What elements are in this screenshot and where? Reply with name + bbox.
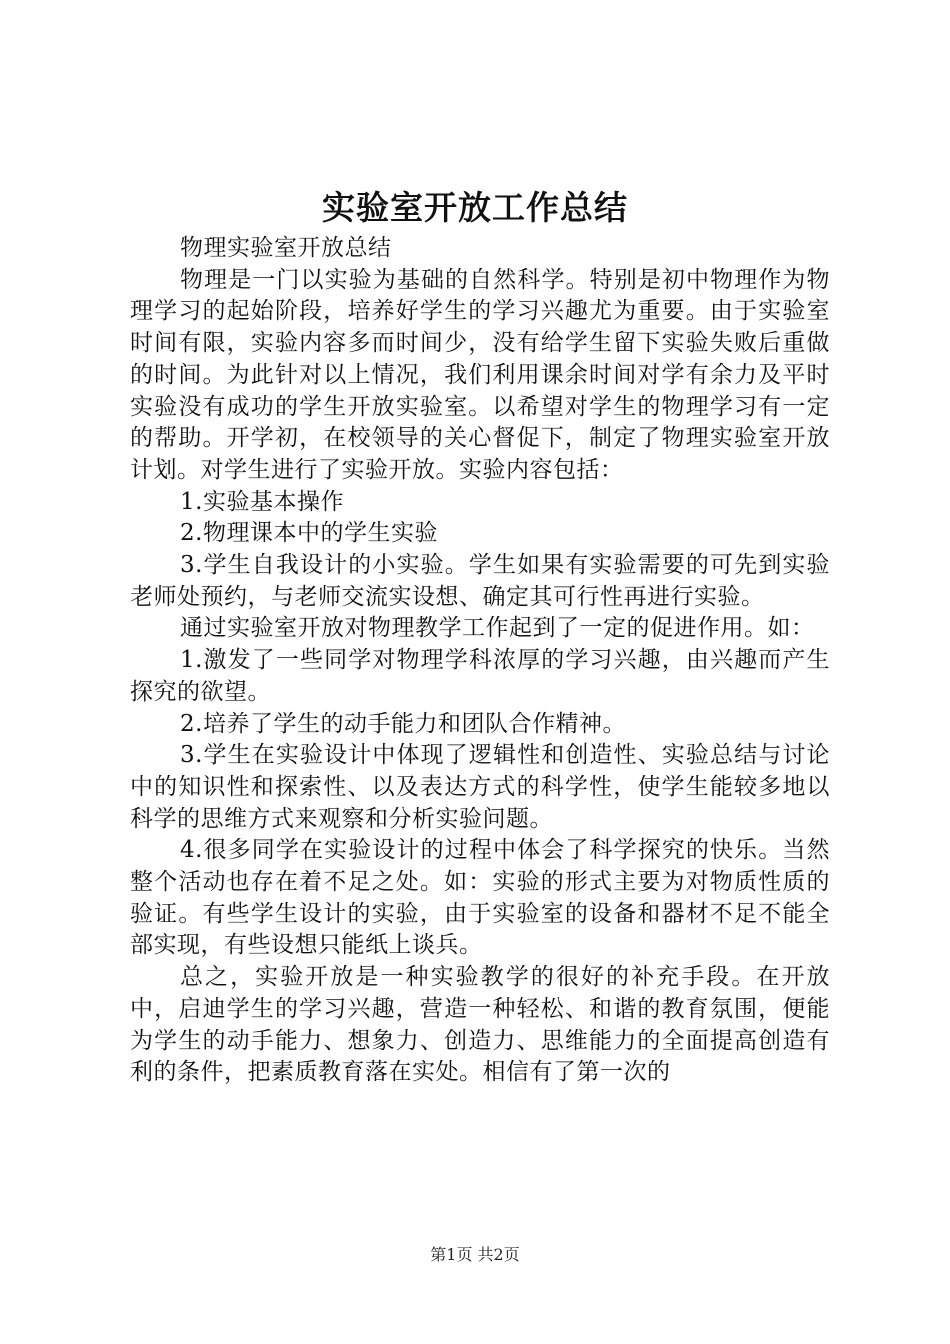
document-body — [130, 233, 830, 1089]
list-item: 3.学生在实验设计中体现了逻辑性和创造性、实验总结与讨论中的知识性和探索性、以及表达方式的科学性，使学生能较多地以科学的思维方式来观察和分析实验问题。 — [130, 742, 830, 832]
section-heading: 物理实验室开放总结 — [180, 235, 392, 261]
list-item: 2.物理课本中的学生实验 — [180, 520, 438, 547]
paragraph: 物理是一门以实验为基础的自然科学。特别是初中物理作为物理学习的起始阶段，培养好学生的学习兴趣尤为重要。由于实验室时间有限，实验内容多而时间少，没有给学生留下实验失败后重做的时间。为此针对以上情况，我们利用课余时间对学有余力及平时实验没有成功的学生开放实验室。以希望对学生的物理学习有一定的帮助。开学初，在校领导的关心督促下，制定了物理实验室开放计划。对学生进行了实验开放。实验内容包括： — [130, 266, 830, 483]
list-item: 3.学生自我设计的小实验。学生如果有实验需要的可先到实验老师处预约，与老师交流实设想、确定其可行性再进行实验。 — [130, 552, 830, 610]
list-item: 1.激发了一些同学对物理学科浓厚的学习兴趣，由兴趣而产生探究的欲望。 — [130, 647, 830, 705]
paragraph: 总之，实验开放是一种实验教学的很好的补充手段。在开放中，启迪学生的学习兴趣，营造一种轻松、和谐的教育氛围，便能为学生的动手能力、想象力、创造力、思维能力的全面提高创造有利的条件，把素质教育落在实处。相信有了第一次的 — [130, 964, 830, 1086]
paragraph: 通过实验室开放对物理教学工作起到了一定的促进作用。如： — [180, 615, 815, 642]
list-item: 1.实验基本操作 — [180, 488, 344, 515]
list-item: 2.培养了学生的动手能力和团队合作精神。 — [180, 710, 626, 737]
page-number-footer: 第1页 共2页 — [430, 1245, 520, 1264]
document-title: 实验室开放工作总结 — [322, 188, 628, 227]
list-item: 4.很多同学在实验设计的过程中体会了科学探究的快乐。当然整个活动也存在着不足之处。如：实验的形式主要为对物质性质的验证。有些学生设计的实验，由于实验室的设备和器材不足不能全部实现，有些设想只能纸上谈兵。 — [130, 837, 830, 959]
